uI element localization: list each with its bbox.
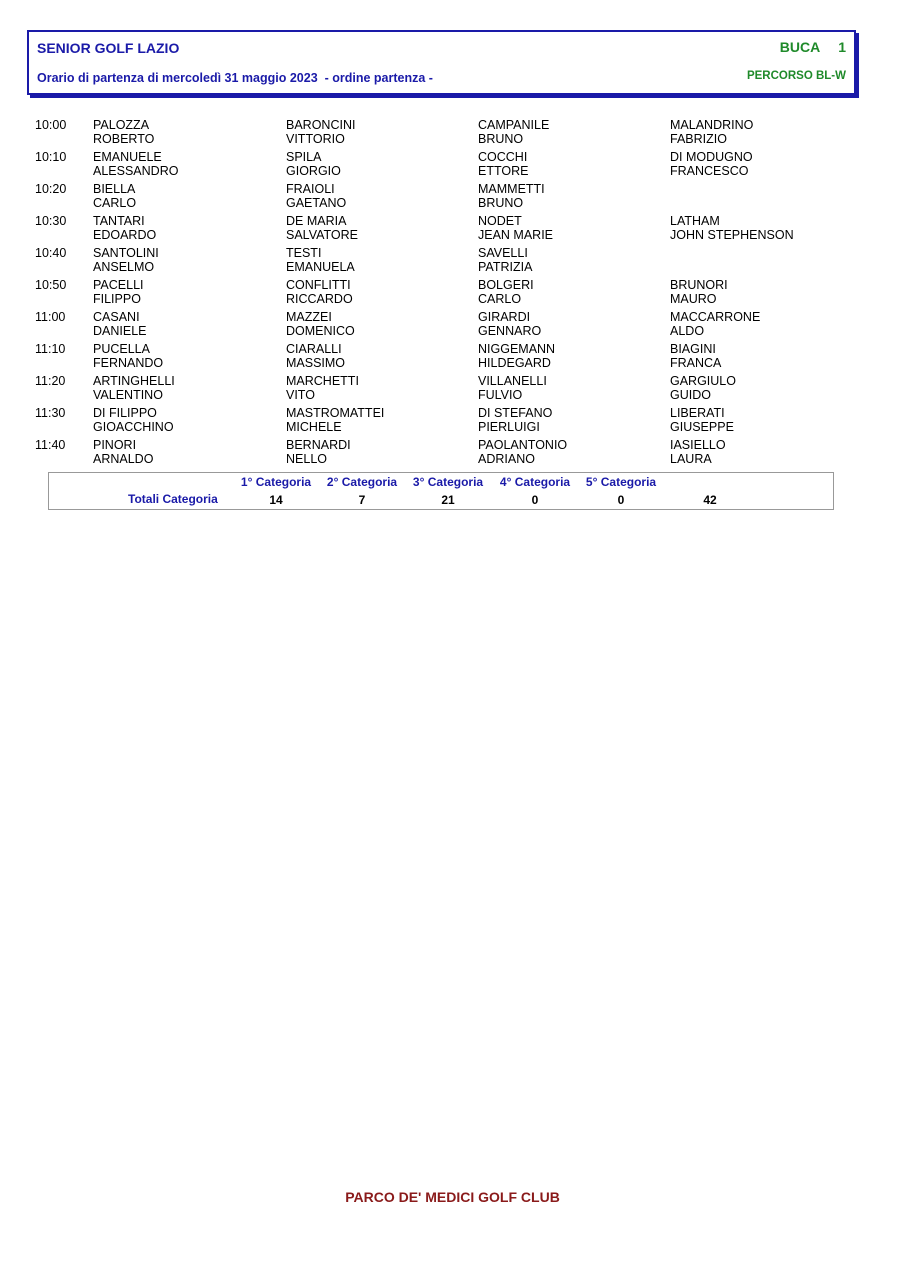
tee-time: 10:20: [35, 182, 67, 196]
player-entry: [93, 406, 174, 434]
player-first-name: ARNALDO: [93, 452, 154, 466]
player-entry: [93, 214, 156, 242]
player-entry: [478, 278, 534, 306]
tee-time-row: [0, 150, 905, 182]
tee-time-row: [0, 438, 905, 470]
player-entry: [478, 438, 567, 466]
player-surname: GIRARDI: [478, 310, 531, 324]
player-entry: [93, 118, 154, 146]
player-entry: [93, 310, 147, 338]
player-first-name: GUIDO: [670, 388, 711, 402]
player-first-name: FRANCESCO: [670, 164, 749, 178]
player-surname: GARGIULO: [670, 374, 736, 388]
player-first-name: EDOARDO: [93, 228, 157, 242]
player-entry: [670, 310, 760, 338]
category-1-header: 1° Categoria: [240, 475, 312, 489]
category-3-value: 21: [441, 493, 455, 507]
player-first-name: ROBERTO: [93, 132, 155, 146]
player-surname: SANTOLINI: [93, 246, 159, 260]
player-first-name: JOHN STEPHENSON: [670, 228, 794, 242]
player-first-name: CARLO: [478, 292, 522, 306]
tee-time-row: [0, 278, 905, 310]
player-first-name: MICHELE: [286, 420, 342, 434]
player-first-name: LAURA: [670, 452, 712, 466]
player-surname: DI FILIPPO: [93, 406, 157, 420]
player-first-name: BRUNO: [478, 196, 524, 210]
player-first-name: PATRIZIA: [478, 260, 533, 274]
player-first-name: VITO: [286, 388, 315, 402]
player-first-name: ADRIANO: [478, 452, 535, 466]
player-first-name: CARLO: [93, 196, 137, 210]
player-entry: [478, 406, 552, 434]
player-surname: CIARALLI: [286, 342, 342, 356]
player-entry: [670, 150, 753, 178]
player-entry: [670, 374, 736, 402]
player-entry: [93, 438, 153, 466]
player-surname: LIBERATI: [670, 406, 725, 420]
player-entry: [286, 118, 355, 146]
tee-time-row: [0, 118, 905, 150]
tee-time: 10:50: [35, 278, 67, 292]
category-4-header: 4° Categoria: [499, 475, 571, 489]
player-entry: [286, 438, 351, 466]
player-surname: MAZZEI: [286, 310, 332, 324]
player-first-name: BRUNO: [478, 132, 524, 146]
header-box: [27, 30, 856, 95]
player-surname: DI MODUGNO: [670, 150, 753, 164]
player-first-name: GENNARO: [478, 324, 542, 338]
player-first-name: GIUSEPPE: [670, 420, 734, 434]
player-surname: NIGGEMANN: [478, 342, 556, 356]
tee-time: 11:40: [35, 438, 66, 452]
player-surname: MARCHETTI: [286, 374, 359, 388]
player-surname: COCCHI: [478, 150, 528, 164]
buca-number: 1: [838, 39, 846, 55]
player-surname: BARONCINI: [286, 118, 356, 132]
player-entry: [286, 342, 345, 370]
player-entry: [286, 246, 355, 274]
player-surname: DI STEFANO: [478, 406, 553, 420]
player-surname: LATHAM: [670, 214, 720, 228]
player-first-name: VITTORIO: [286, 132, 345, 146]
player-entry: [478, 150, 528, 178]
player-surname: MACCARRONE: [670, 310, 761, 324]
category-5-value: 0: [617, 493, 625, 507]
player-entry: [670, 118, 753, 146]
tee-time-row: [0, 374, 905, 406]
player-surname: IASIELLO: [670, 438, 726, 452]
player-first-name: FILIPPO: [93, 292, 141, 306]
player-entry: [670, 406, 734, 434]
tee-time-row: [0, 214, 905, 246]
player-surname: TESTI: [286, 246, 322, 260]
player-surname: VILLANELLI: [478, 374, 547, 388]
footer-club-name: PARCO DE' MEDICI GOLF CLUB: [345, 1189, 560, 1205]
player-first-name: DANIELE: [93, 324, 147, 338]
buca-text: BUCA: [779, 39, 821, 55]
tee-time: 10:10: [35, 150, 67, 164]
tee-time: 10:30: [35, 214, 67, 228]
player-first-name: FRANCA: [670, 356, 722, 370]
player-surname: CONFLITTI: [286, 278, 351, 292]
player-surname: SAVELLI: [478, 246, 528, 260]
player-surname: CASANI: [93, 310, 140, 324]
player-first-name: GAETANO: [286, 196, 347, 210]
tee-time: 11:20: [35, 374, 66, 388]
player-surname: TANTARI: [93, 214, 145, 228]
player-surname: BIAGINI: [670, 342, 716, 356]
page-title: SENIOR GOLF LAZIO: [37, 40, 180, 56]
player-entry: [670, 342, 721, 370]
player-surname: PINORI: [93, 438, 137, 452]
player-first-name: ALDO: [670, 324, 705, 338]
player-first-name: FERNANDO: [93, 356, 164, 370]
player-surname: BIELLA: [93, 182, 136, 196]
tee-time: 10:40: [35, 246, 67, 260]
player-surname: MAMMETTI: [478, 182, 545, 196]
player-first-name: NELLO: [286, 452, 327, 466]
player-entry: [286, 374, 359, 402]
player-entry: [286, 182, 346, 210]
player-entry: [478, 214, 553, 242]
category-2-header: 2° Categoria: [326, 475, 398, 489]
tee-time-row: [0, 342, 905, 374]
player-entry: [670, 278, 728, 306]
player-surname: PAOLANTONIO: [478, 438, 568, 452]
player-entry: [93, 246, 159, 274]
player-surname: DE MARIA: [286, 214, 347, 228]
player-entry: [93, 150, 178, 178]
player-entry: [478, 246, 532, 274]
player-first-name: GIOACCHINO: [93, 420, 174, 434]
player-surname: NODET: [478, 214, 522, 228]
grand-total-value: 42: [703, 493, 717, 507]
category-5-header: 5° Categoria: [585, 475, 657, 489]
player-surname: BOLGERI: [478, 278, 534, 292]
player-entry: [93, 342, 163, 370]
player-entry: [478, 342, 555, 370]
player-first-name: ANSELMO: [93, 260, 155, 274]
totals-label: Totali Categoria: [128, 492, 218, 506]
player-first-name: SALVATORE: [286, 228, 359, 242]
totals-box: [48, 472, 834, 510]
tee-time: 11:00: [35, 310, 66, 324]
player-first-name: JEAN MARIE: [478, 228, 554, 242]
player-first-name: ALESSANDRO: [93, 164, 179, 178]
player-entry: [93, 374, 175, 402]
player-entry: [286, 406, 384, 434]
player-first-name: VALENTINO: [93, 388, 163, 402]
tee-time: 11:30: [35, 406, 66, 420]
player-surname: PALOZZA: [93, 118, 150, 132]
player-first-name: RICCARDO: [286, 292, 353, 306]
tee-time: 10:00: [35, 118, 67, 132]
percorso-label: PERCORSO BL-W: [746, 70, 846, 82]
player-entry: [286, 214, 358, 242]
player-first-name: PIERLUIGI: [478, 420, 540, 434]
category-1-value: 14: [269, 493, 283, 507]
tee-time: 11:10: [35, 342, 66, 356]
player-first-name: GIORGIO: [286, 164, 341, 178]
page-subtitle: Orario di partenza di mercoledì 31 maggio 2023 - ordine partenza -: [37, 71, 433, 85]
player-entry: [478, 118, 549, 146]
player-entry: [670, 438, 726, 466]
tee-time-row: [0, 310, 905, 342]
tee-time-row: [0, 246, 905, 278]
player-entry: [286, 310, 355, 338]
category-4-value: 0: [531, 493, 539, 507]
player-surname: BRUNORI: [670, 278, 728, 292]
player-first-name: DOMENICO: [286, 324, 355, 338]
player-first-name: MAURO: [670, 292, 717, 306]
player-entry: [93, 182, 136, 210]
player-first-name: HILDEGARD: [478, 356, 551, 370]
player-surname: PUCELLA: [93, 342, 150, 356]
tee-time-row: [0, 182, 905, 214]
player-surname: SPILA: [286, 150, 322, 164]
player-entry: [478, 310, 541, 338]
player-surname: MALANDRINO: [670, 118, 754, 132]
player-first-name: MASSIMO: [286, 356, 346, 370]
player-first-name: ETTORE: [478, 164, 529, 178]
player-entry: [478, 374, 547, 402]
player-first-name: EMANUELA: [286, 260, 355, 274]
player-entry: [478, 182, 545, 210]
player-entry: [286, 278, 353, 306]
category-3-header: 3° Categoria: [412, 475, 484, 489]
player-first-name: FABRIZIO: [670, 132, 727, 146]
player-surname: BERNARDI: [286, 438, 351, 452]
player-surname: PACELLI: [93, 278, 144, 292]
category-2-value: 7: [358, 493, 366, 507]
player-entry: [670, 214, 794, 242]
player-surname: CAMPANILE: [478, 118, 550, 132]
player-first-name: FULVIO: [478, 388, 523, 402]
buca-label: [780, 39, 846, 55]
player-entry: [286, 150, 341, 178]
player-surname: MASTROMATTEI: [286, 406, 385, 420]
tee-time-row: [0, 406, 905, 438]
player-entry: [93, 278, 144, 306]
player-surname: FRAIOLI: [286, 182, 335, 196]
player-surname: EMANUELE: [93, 150, 162, 164]
player-surname: ARTINGHELLI: [93, 374, 175, 388]
tee-times-list: [0, 118, 905, 470]
